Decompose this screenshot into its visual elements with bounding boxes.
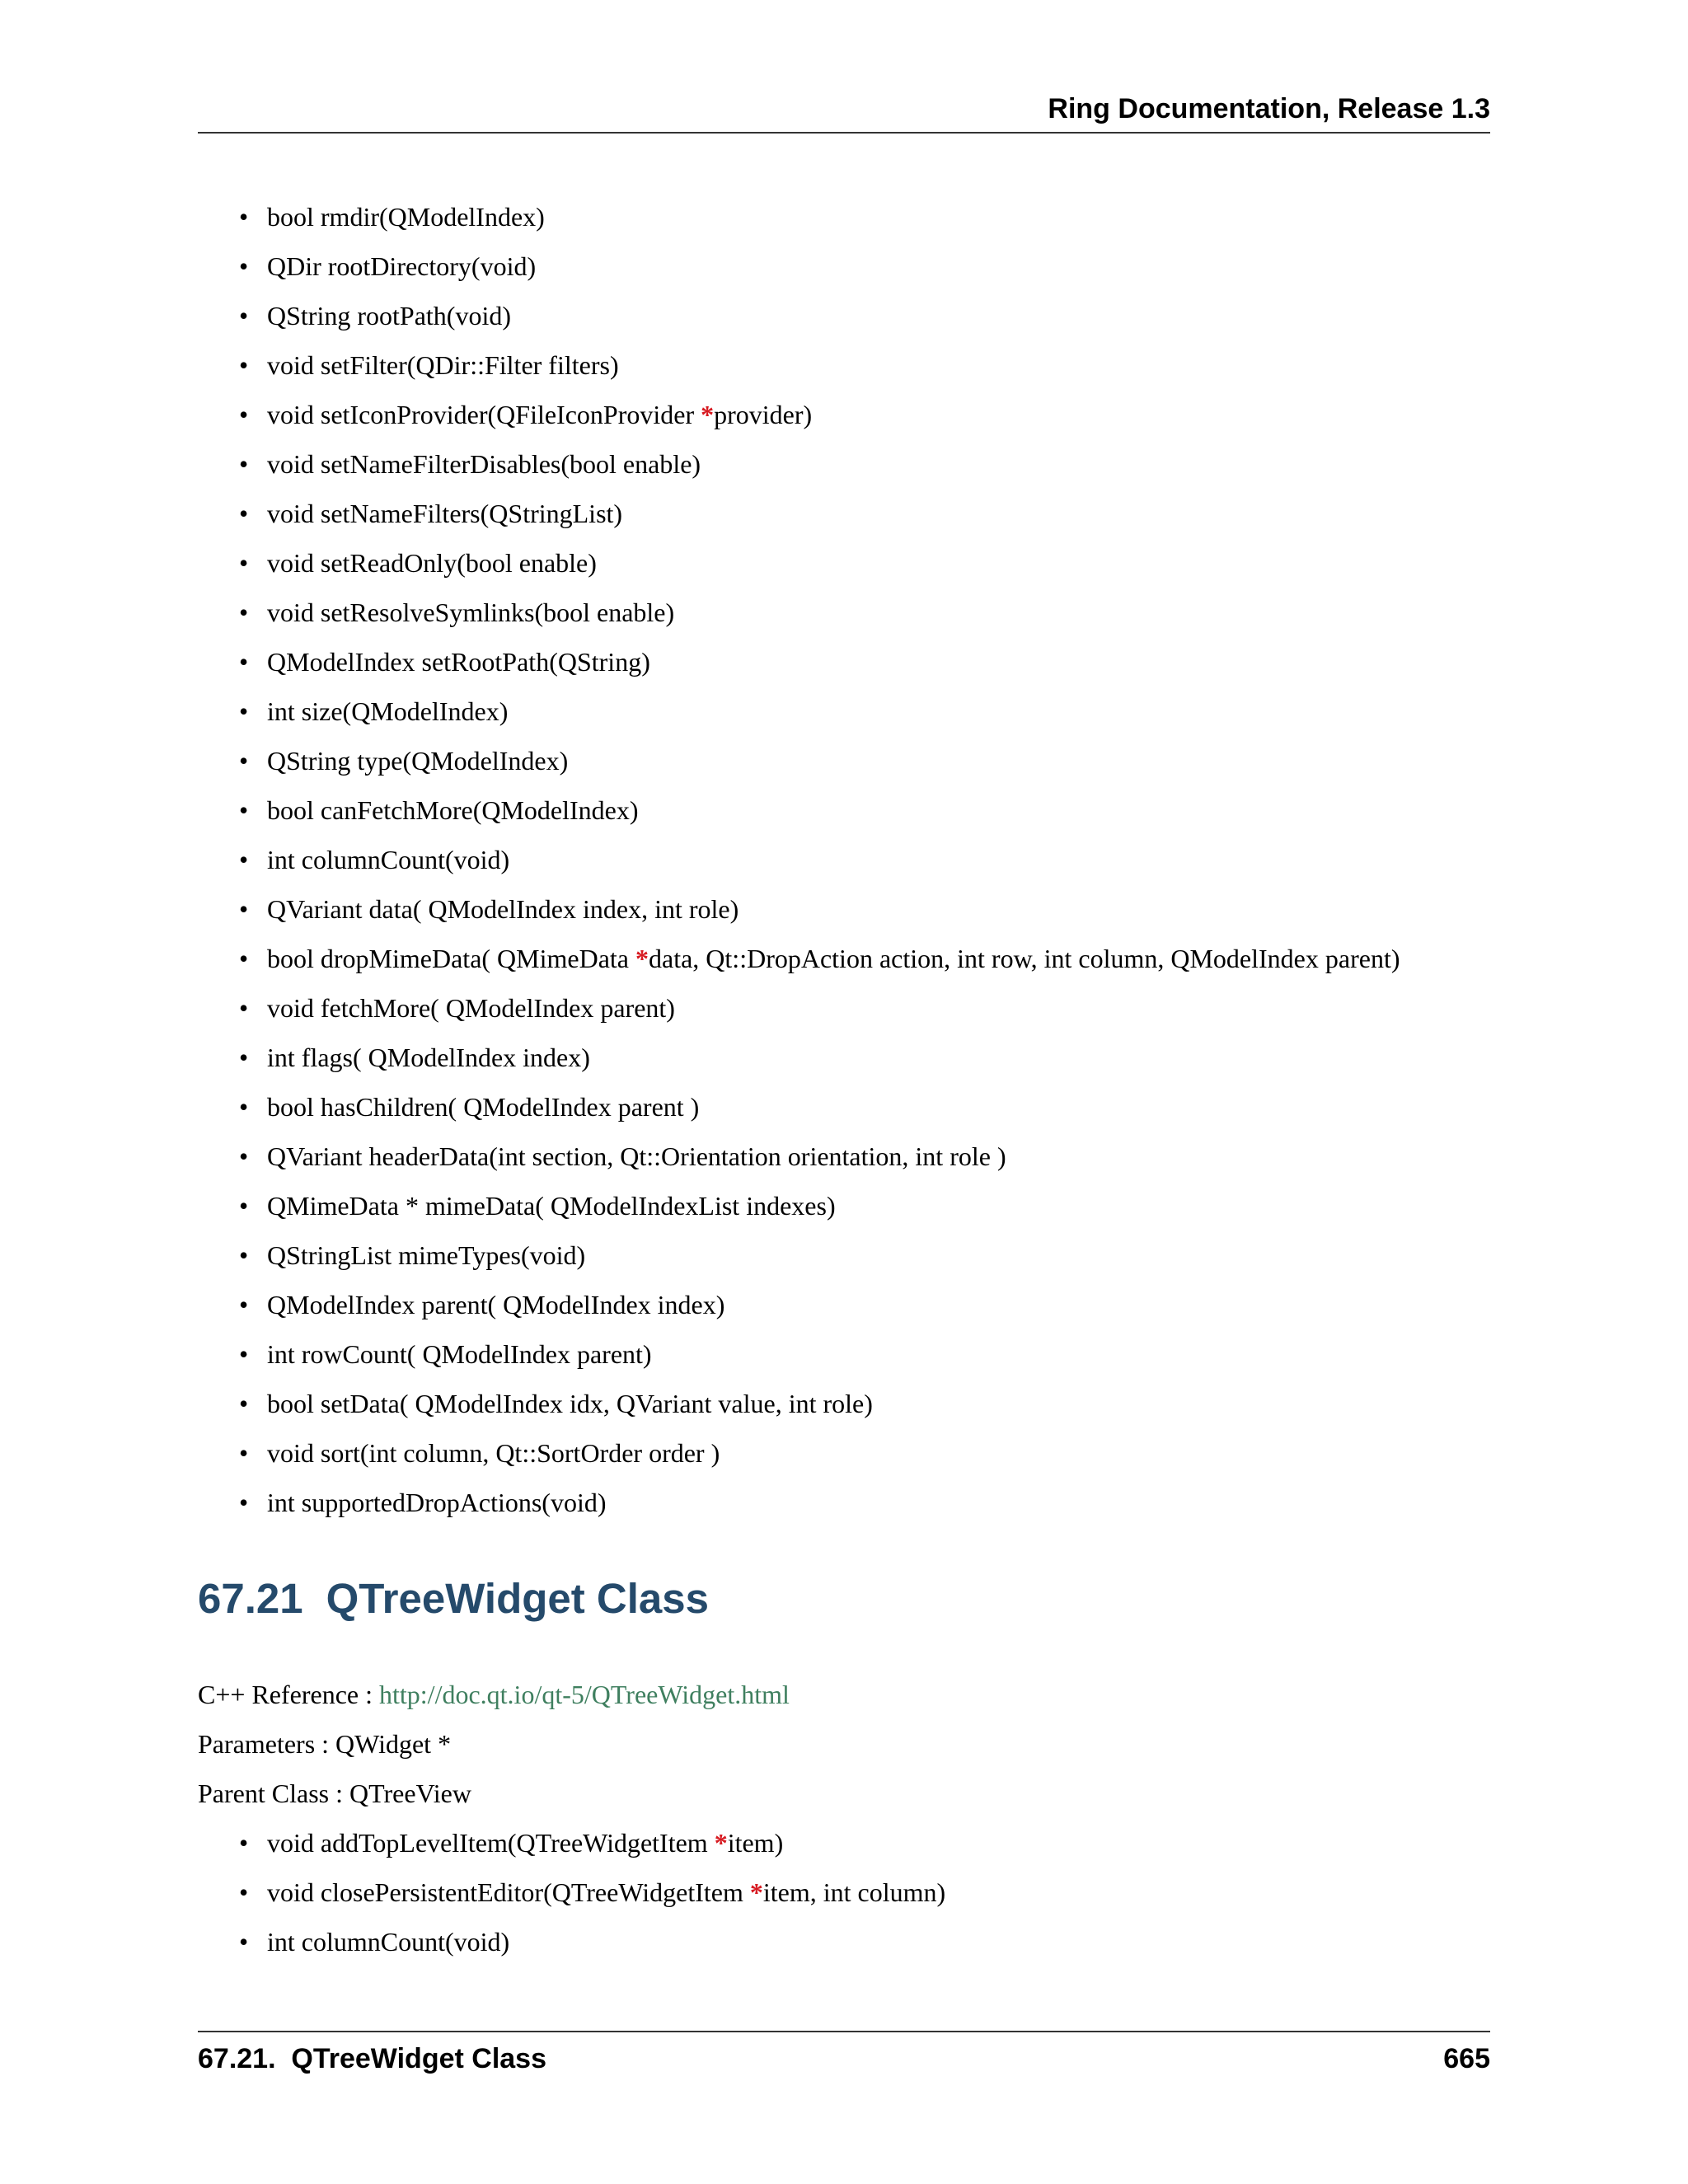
- bullet-icon: •: [239, 548, 249, 578]
- cpp-reference-line: [198, 1670, 790, 1719]
- list-item: [239, 1917, 945, 1966]
- pointer-asterisk: *: [714, 1828, 728, 1858]
- method-signature: void setFilter(QDir::Filter filters): [267, 350, 619, 380]
- method-signature: QStringList mimeTypes(void): [267, 1240, 586, 1270]
- bullet-icon: •: [239, 993, 249, 1023]
- method-signature: QVariant headerData(int section, Qt::Orientation orientation, int role ): [267, 1141, 1006, 1171]
- bullet-icon: •: [239, 251, 249, 281]
- list-item: [239, 241, 1400, 291]
- list-item: [239, 785, 1400, 835]
- method-signature: void closePersistentEditor(QTreeWidgetItem: [267, 1877, 750, 1907]
- bullet-icon: •: [239, 1141, 249, 1171]
- list-item: [239, 1082, 1400, 1132]
- bullet-icon: •: [239, 400, 249, 429]
- method-signature: void sort(int column, Qt::SortOrder order ): [267, 1438, 720, 1468]
- method-signature: int rowCount( QModelIndex parent): [267, 1339, 652, 1369]
- method-signature: QMimeData * mimeData( QModelIndexList indexes): [267, 1191, 836, 1221]
- pointer-asterisk: *: [635, 944, 649, 973]
- method-signature: void setIconProvider(QFileIconProvider: [267, 400, 701, 429]
- method-signature: int supportedDropActions(void): [267, 1488, 607, 1517]
- method-signature: QString rootPath(void): [267, 301, 511, 330]
- page-number: 665: [1443, 2043, 1490, 2074]
- list-item: [239, 439, 1400, 489]
- method-signature: bool dropMimeData( QMimeData: [267, 944, 635, 973]
- bullet-icon: •: [239, 1240, 249, 1270]
- method-signature: void setNameFilters(QStringList): [267, 499, 623, 528]
- list-item: [239, 884, 1400, 934]
- list-item: [239, 1033, 1400, 1082]
- bullet-icon: •: [239, 1488, 249, 1517]
- method-signature: int size(QModelIndex): [267, 696, 509, 726]
- list-item: [239, 1280, 1400, 1329]
- section-number: 67.21: [198, 1575, 303, 1622]
- document-title: Ring Documentation, Release 1.3: [1048, 93, 1490, 124]
- list-item: [239, 192, 1400, 241]
- page-header: [198, 89, 1490, 134]
- bullet-icon: •: [239, 746, 249, 776]
- list-item: [239, 1428, 1400, 1478]
- list-item: [239, 1818, 945, 1868]
- method-signature: void setReadOnly(bool enable): [267, 548, 597, 578]
- pointer-asterisk: *: [749, 1877, 763, 1907]
- method-list-top: [239, 192, 1400, 1527]
- method-signature: bool hasChildren( QModelIndex parent ): [267, 1092, 700, 1122]
- parameters-line: Parameters : QWidget *: [198, 1729, 452, 1759]
- method-signature: int columnCount(void): [267, 845, 510, 874]
- method-signature-rest: provider): [714, 400, 813, 429]
- list-item: [239, 687, 1400, 736]
- list-item: [239, 983, 1400, 1033]
- cpp-reference-label: C++ Reference :: [198, 1680, 379, 1709]
- bullet-icon: •: [239, 894, 249, 924]
- list-item: [239, 637, 1400, 687]
- bullet-icon: •: [239, 202, 249, 232]
- method-signature: int columnCount(void): [267, 1927, 510, 1957]
- method-signature: void fetchMore( QModelIndex parent): [267, 993, 675, 1023]
- list-item: [239, 736, 1400, 785]
- bullet-icon: •: [239, 598, 249, 627]
- cpp-reference-link[interactable]: http://doc.qt.io/qt-5/QTreeWidget.html: [379, 1680, 790, 1709]
- bullet-icon: •: [239, 350, 249, 380]
- list-item: [239, 340, 1400, 390]
- bullet-icon: •: [239, 1877, 249, 1907]
- method-list-bottom: [239, 1818, 945, 1966]
- bullet-icon: •: [239, 1389, 249, 1418]
- bullet-icon: •: [239, 696, 249, 726]
- section-title: QTreeWidget Class: [326, 1575, 709, 1622]
- bullet-icon: •: [239, 499, 249, 528]
- list-item: [239, 934, 1400, 983]
- footer-section-label: 67.21. QTreeWidget Class: [198, 2043, 546, 2074]
- method-signature: QModelIndex parent( QModelIndex index): [267, 1290, 725, 1319]
- method-signature: bool rmdir(QModelIndex): [267, 202, 545, 232]
- list-item: [239, 1132, 1400, 1181]
- method-signature: QVariant data( QModelIndex index, int role): [267, 894, 739, 924]
- bullet-icon: •: [239, 1339, 249, 1369]
- bullet-icon: •: [239, 795, 249, 825]
- bullet-icon: •: [239, 1043, 249, 1072]
- method-signature: void setNameFilterDisables(bool enable): [267, 449, 701, 479]
- bullet-icon: •: [239, 1828, 249, 1858]
- list-item: [239, 1478, 1400, 1527]
- method-signature: void setResolveSymlinks(bool enable): [267, 598, 675, 627]
- method-signature: void addTopLevelItem(QTreeWidgetItem: [267, 1828, 715, 1858]
- bullet-icon: •: [239, 944, 249, 973]
- method-signature-rest: item): [727, 1828, 784, 1858]
- method-signature: int flags( QModelIndex index): [267, 1043, 590, 1072]
- method-signature: QModelIndex setRootPath(QString): [267, 647, 650, 677]
- bullet-icon: •: [239, 1092, 249, 1122]
- parent-class-line: Parent Class : QTreeView: [198, 1779, 471, 1808]
- section-heading: [198, 1572, 709, 1625]
- list-item: [239, 1181, 1400, 1230]
- list-item: [239, 1868, 945, 1917]
- list-item: [239, 1329, 1400, 1379]
- method-signature: QDir rootDirectory(void): [267, 251, 537, 281]
- method-signature: QString type(QModelIndex): [267, 746, 569, 776]
- bullet-icon: •: [239, 647, 249, 677]
- bullet-icon: •: [239, 1191, 249, 1221]
- method-signature: bool setData( QModelIndex idx, QVariant value, int role): [267, 1389, 873, 1418]
- bullet-icon: •: [239, 301, 249, 330]
- method-signature: bool canFetchMore(QModelIndex): [267, 795, 639, 825]
- bullet-icon: •: [239, 1290, 249, 1319]
- list-item: [239, 489, 1400, 538]
- list-item: [239, 1379, 1400, 1428]
- method-signature-rest: data, Qt::DropAction action, int row, int column, QModelIndex parent): [649, 944, 1400, 973]
- list-item: [239, 390, 1400, 439]
- bullet-icon: •: [239, 1438, 249, 1468]
- bullet-icon: •: [239, 845, 249, 874]
- bullet-icon: •: [239, 1927, 249, 1957]
- method-signature-rest: item, int column): [762, 1877, 946, 1907]
- list-item: [239, 835, 1400, 884]
- list-item: [239, 588, 1400, 637]
- pointer-asterisk: *: [701, 400, 715, 429]
- list-item: [239, 291, 1400, 340]
- bullet-icon: •: [239, 449, 249, 479]
- list-item: [239, 538, 1400, 588]
- list-item: [239, 1230, 1400, 1280]
- page-footer: [198, 2031, 1490, 2082]
